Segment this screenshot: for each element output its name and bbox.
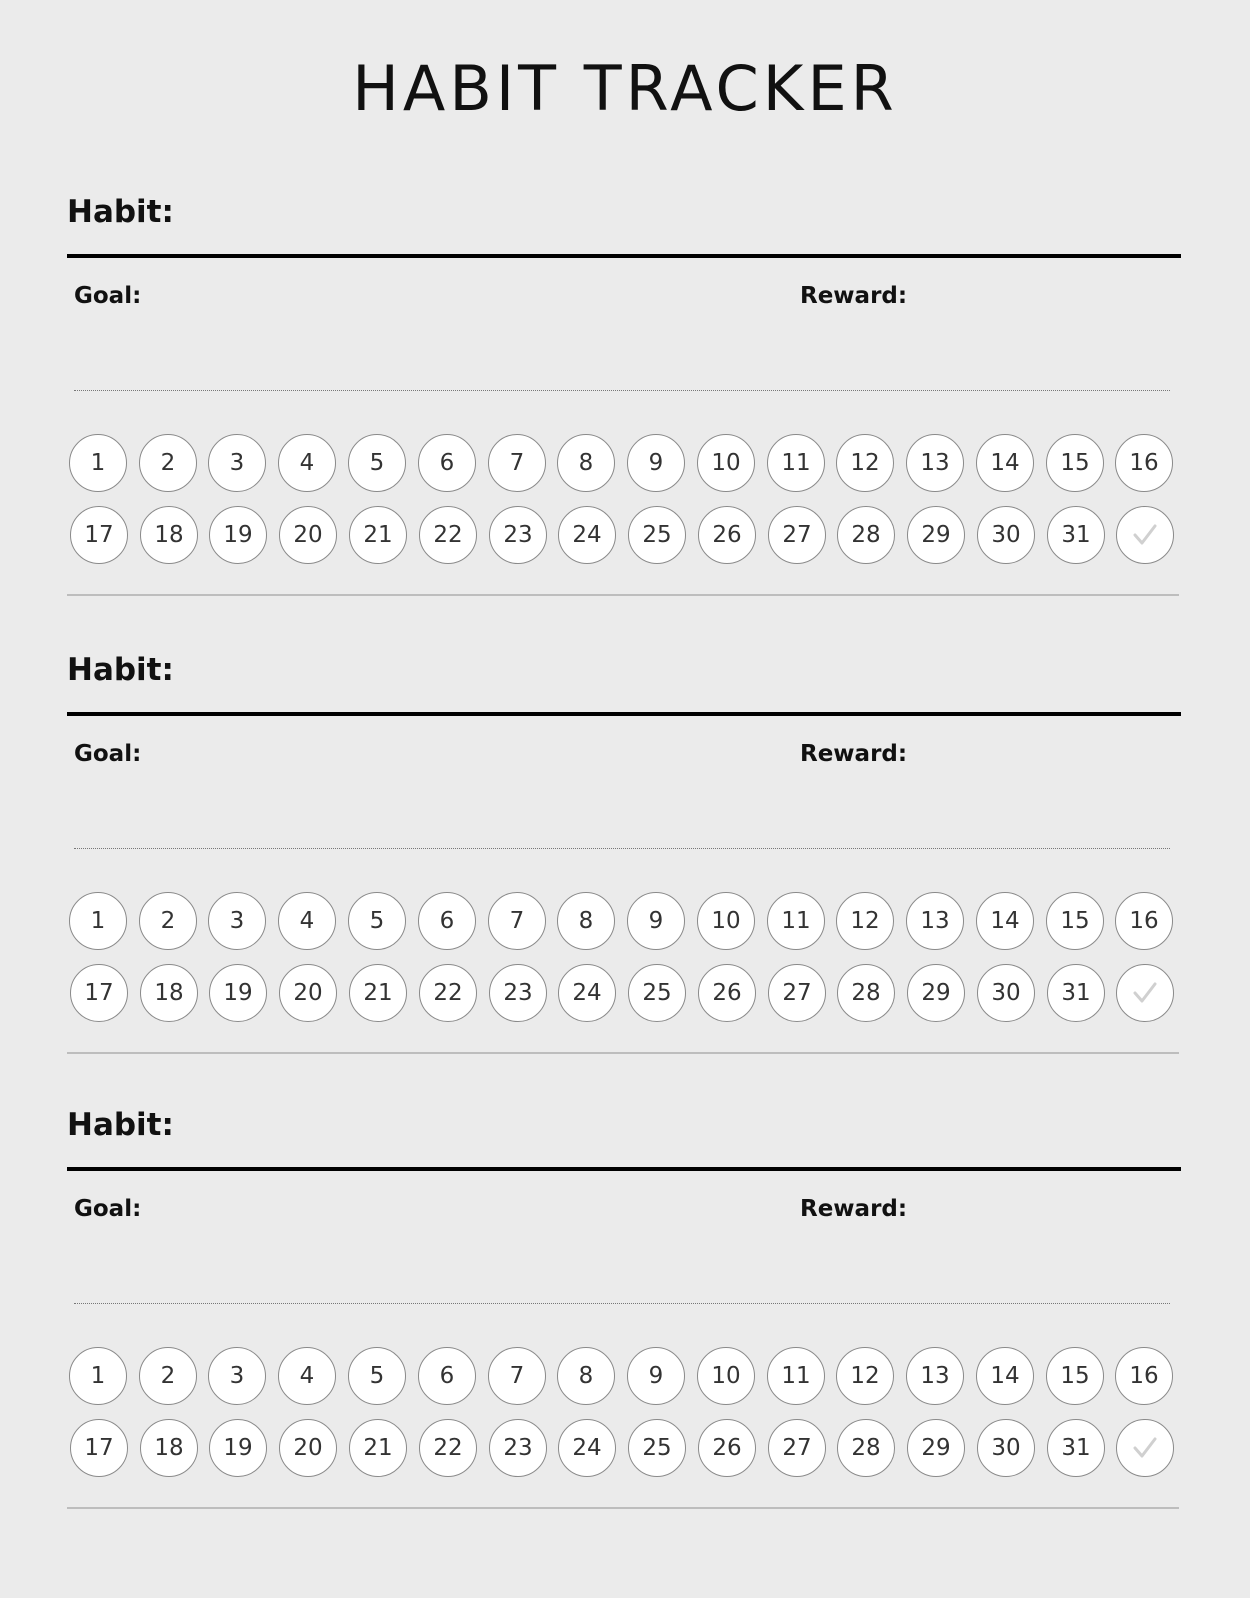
day-circle[interactable]: 18 <box>140 1419 198 1477</box>
day-circle[interactable]: 23 <box>489 1419 547 1477</box>
day-circle[interactable]: 5 <box>348 434 406 492</box>
day-circle[interactable]: 30 <box>977 964 1035 1022</box>
day-circle[interactable]: 11 <box>767 434 825 492</box>
day-circle[interactable]: 20 <box>279 1419 337 1477</box>
day-circle[interactable]: 24 <box>558 964 616 1022</box>
day-circle[interactable]: 23 <box>489 964 547 1022</box>
day-circle[interactable]: 5 <box>348 1347 406 1405</box>
day-circle[interactable]: 3 <box>208 434 266 492</box>
day-circle[interactable]: 11 <box>767 1347 825 1405</box>
habit-label: Habit: <box>67 652 174 688</box>
day-circle[interactable]: 21 <box>349 964 407 1022</box>
day-circle[interactable]: 4 <box>278 1347 336 1405</box>
day-circle[interactable]: 19 <box>209 506 267 564</box>
day-circle[interactable]: 12 <box>836 1347 894 1405</box>
day-circle[interactable]: 31 <box>1047 964 1105 1022</box>
goal-reward-entry-line[interactable] <box>74 1303 1170 1304</box>
day-circle[interactable]: 20 <box>279 506 337 564</box>
day-circle[interactable]: 3 <box>208 892 266 950</box>
day-circle[interactable]: 24 <box>558 506 616 564</box>
day-circle[interactable]: 25 <box>628 964 686 1022</box>
day-circle[interactable]: 29 <box>907 1419 965 1477</box>
day-circle[interactable]: 8 <box>557 1347 615 1405</box>
day-circle[interactable]: 1 <box>69 434 127 492</box>
day-circle[interactable]: 17 <box>70 1419 128 1477</box>
day-circle[interactable]: 26 <box>698 1419 756 1477</box>
habit-section <box>0 1107 1250 1530</box>
habit-label: Habit: <box>67 1107 174 1143</box>
day-circle[interactable]: 9 <box>627 892 685 950</box>
day-circle[interactable]: 13 <box>906 1347 964 1405</box>
day-circle[interactable]: 16 <box>1115 434 1173 492</box>
day-circle[interactable]: 18 <box>140 964 198 1022</box>
day-circle[interactable]: 15 <box>1046 434 1104 492</box>
day-circle[interactable]: 16 <box>1115 1347 1173 1405</box>
checkmark-icon <box>1130 1433 1160 1463</box>
day-circle[interactable]: 2 <box>139 434 197 492</box>
day-circle[interactable]: 14 <box>976 434 1034 492</box>
habit-section <box>0 652 1250 1075</box>
day-circle[interactable]: 14 <box>976 892 1034 950</box>
day-circle[interactable]: 28 <box>837 964 895 1022</box>
day-circle[interactable]: 11 <box>767 892 825 950</box>
day-circle[interactable]: 24 <box>558 1419 616 1477</box>
habit-section <box>0 194 1250 617</box>
day-circle[interactable]: 2 <box>139 1347 197 1405</box>
day-circle[interactable]: 30 <box>977 1419 1035 1477</box>
section-divider <box>67 1052 1179 1054</box>
day-circle[interactable]: 25 <box>628 506 686 564</box>
day-circle[interactable]: 29 <box>907 506 965 564</box>
checkmark-icon <box>1130 520 1160 550</box>
day-circle[interactable]: 3 <box>208 1347 266 1405</box>
day-circle[interactable]: 27 <box>768 964 826 1022</box>
day-circle[interactable]: 13 <box>906 434 964 492</box>
day-circle[interactable]: 7 <box>488 892 546 950</box>
day-circle[interactable]: 25 <box>628 1419 686 1477</box>
day-circle[interactable]: 5 <box>348 892 406 950</box>
checkmark-icon <box>1130 978 1160 1008</box>
day-circle[interactable]: 19 <box>209 1419 267 1477</box>
day-circle[interactable]: 4 <box>278 892 336 950</box>
day-circle[interactable]: 29 <box>907 964 965 1022</box>
day-circle[interactable]: 1 <box>69 1347 127 1405</box>
day-circle[interactable]: 7 <box>488 1347 546 1405</box>
day-circle[interactable]: 22 <box>419 1419 477 1477</box>
day-circle[interactable]: 10 <box>697 892 755 950</box>
day-circle[interactable]: 17 <box>70 506 128 564</box>
day-circle[interactable]: 22 <box>419 506 477 564</box>
goal-label: Goal: <box>74 283 142 309</box>
day-circle[interactable]: 28 <box>837 506 895 564</box>
day-circle[interactable]: 14 <box>976 1347 1034 1405</box>
day-circle[interactable]: 2 <box>139 892 197 950</box>
habit-entry-line[interactable] <box>67 1167 1181 1171</box>
day-circle[interactable]: 19 <box>209 964 267 1022</box>
goal-label: Goal: <box>74 741 142 767</box>
day-circle[interactable]: 13 <box>906 892 964 950</box>
day-circle[interactable]: 16 <box>1115 892 1173 950</box>
day-circle[interactable]: 6 <box>418 434 476 492</box>
day-circle[interactable]: 26 <box>698 964 756 1022</box>
reward-label: Reward: <box>800 741 908 767</box>
reward-label: Reward: <box>800 283 908 309</box>
day-circle[interactable]: 26 <box>698 506 756 564</box>
completion-circle[interactable] <box>1116 506 1174 564</box>
day-circle[interactable]: 20 <box>279 964 337 1022</box>
day-circle[interactable]: 12 <box>836 892 894 950</box>
completion-circle[interactable] <box>1116 1419 1174 1477</box>
day-circle[interactable]: 23 <box>489 506 547 564</box>
day-circle[interactable]: 1 <box>69 892 127 950</box>
day-circle[interactable]: 15 <box>1046 1347 1104 1405</box>
habit-entry-line[interactable] <box>67 712 1181 716</box>
day-circle[interactable]: 30 <box>977 506 1035 564</box>
completion-circle[interactable] <box>1116 964 1174 1022</box>
day-circle[interactable]: 10 <box>697 434 755 492</box>
day-circle[interactable]: 10 <box>697 1347 755 1405</box>
day-circle[interactable]: 7 <box>488 434 546 492</box>
reward-label: Reward: <box>800 1196 908 1222</box>
goal-reward-entry-line[interactable] <box>74 390 1170 391</box>
day-circle[interactable]: 18 <box>140 506 198 564</box>
goal-reward-entry-line[interactable] <box>74 848 1170 849</box>
day-circle[interactable]: 31 <box>1047 1419 1105 1477</box>
day-circle[interactable]: 28 <box>837 1419 895 1477</box>
day-circle[interactable]: 9 <box>627 434 685 492</box>
day-circle[interactable]: 6 <box>418 1347 476 1405</box>
day-circle[interactable]: 15 <box>1046 892 1104 950</box>
day-circle[interactable]: 21 <box>349 1419 407 1477</box>
habit-label: Habit: <box>67 194 174 230</box>
goal-label: Goal: <box>74 1196 142 1222</box>
day-circle[interactable]: 21 <box>349 506 407 564</box>
day-circle[interactable]: 8 <box>557 434 615 492</box>
day-circle[interactable]: 9 <box>627 1347 685 1405</box>
day-circle[interactable]: 22 <box>419 964 477 1022</box>
page-title: HABIT TRACKER <box>352 52 898 125</box>
day-circle[interactable]: 17 <box>70 964 128 1022</box>
habit-entry-line[interactable] <box>67 254 1181 258</box>
section-divider <box>67 594 1179 596</box>
day-circle[interactable]: 31 <box>1047 506 1105 564</box>
day-circle[interactable]: 12 <box>836 434 894 492</box>
section-divider <box>67 1507 1179 1509</box>
day-circle[interactable]: 8 <box>557 892 615 950</box>
day-circle[interactable]: 27 <box>768 1419 826 1477</box>
day-circle[interactable]: 27 <box>768 506 826 564</box>
day-circle[interactable]: 4 <box>278 434 336 492</box>
day-circle[interactable]: 6 <box>418 892 476 950</box>
